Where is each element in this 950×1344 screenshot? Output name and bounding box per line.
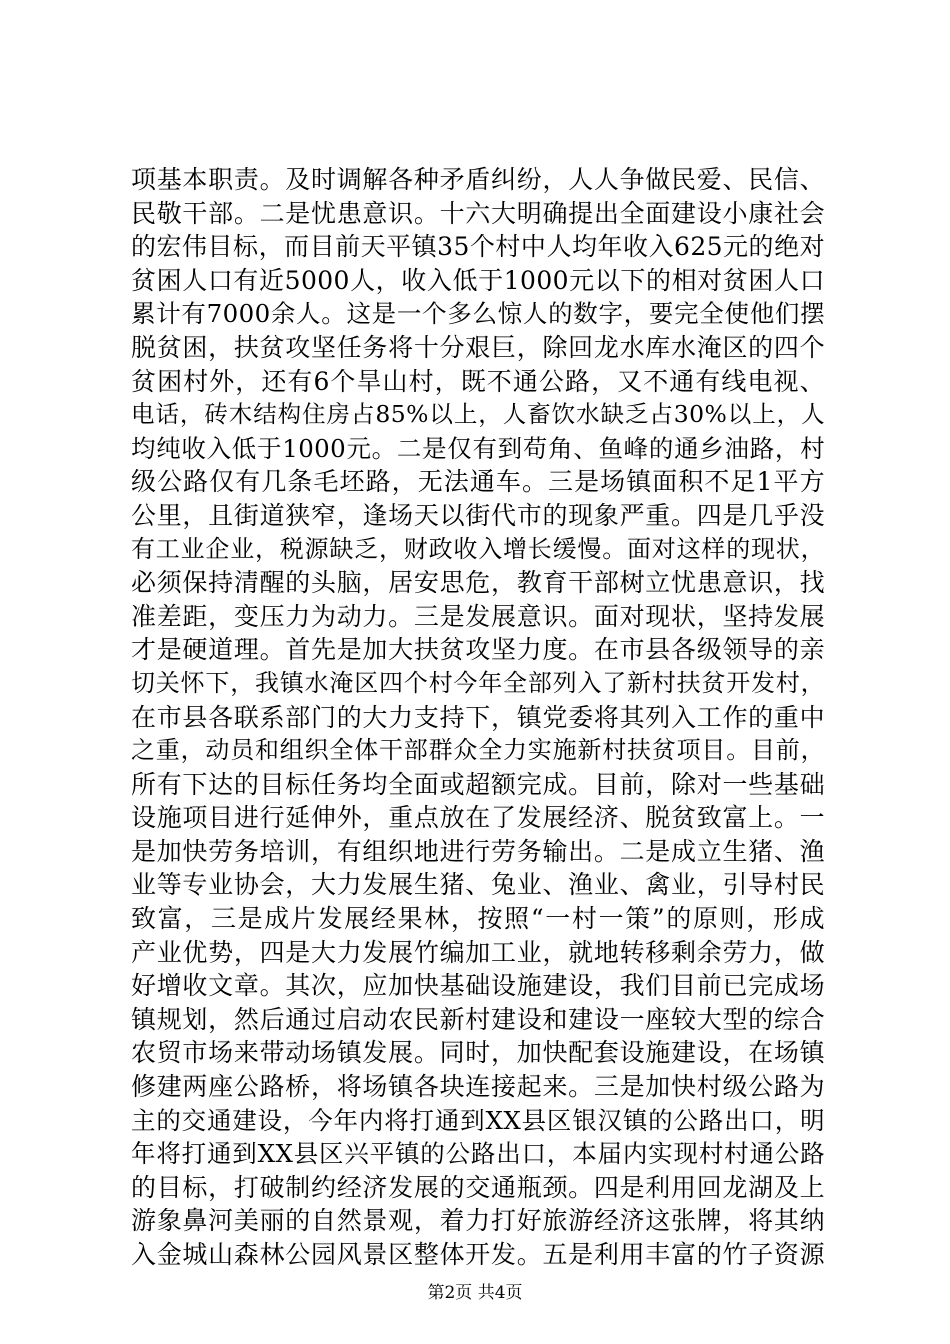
text-line: 切关怀下，我镇水淹区四个村今年全部列入了新村扶贫开发村， (131, 668, 825, 697)
text-line: 贫困村外，还有6个旱山村，既不通公路，又不通有线电视、 (131, 366, 825, 396)
text-line: 公里，且街道狭窄，逢场天以街代市的现象严重。四是几乎没 (131, 500, 825, 530)
text-line: 均纯收入低于1000元。二是仅有到苟角、鱼峰的通乡油路，村 (131, 433, 825, 463)
text-line: 游象鼻河美丽的自然景观，着力打好旅游经济这张牌，将其纳 (131, 1206, 825, 1236)
text-line: 才是硬道理。首先是加大扶贫攻坚力度。在市县各级领导的亲 (131, 635, 825, 665)
text-line: 所有下达的目标任务均全面或超额完成。目前，除对一些基础 (131, 769, 825, 799)
text-line: 是加快劳务培训，有组织地进行劳务输出。二是成立生猪、渔 (131, 836, 825, 866)
page-footer (0, 1278, 950, 1303)
text-line: 准差距，变压力为动力。三是发展意识。面对现状，坚持发展 (131, 601, 825, 631)
text-line: 农贸市场来带动场镇发展。同时，加快配套设施建设，在场镇 (131, 1038, 825, 1068)
text-line: 产业优势，四是大力发展竹编加工业，就地转移剩余劳力，做 (131, 937, 825, 967)
text-line: 致富，三是成片发展经果林，按照“一村一策”的原则，形成 (131, 904, 825, 934)
text-line: 民敬干部。二是忧患意识。十六大明确提出全面建设小康社会 (131, 198, 825, 228)
text-line: 年将打通到XX县区兴平镇的公路出口，本届内实现村村通公路 (131, 1139, 825, 1169)
text-line: 主的交通建设，今年内将打通到XX县区银汉镇的公路出口，明 (131, 1105, 825, 1135)
body-paragraph (131, 163, 825, 1272)
text-line: 电话，砖木结构住房占85%以上，人畜饮水缺乏占30%以上，人 (131, 400, 825, 429)
page-number: 第2页 共4页 (427, 1283, 523, 1303)
text-line: 级公路仅有几条毛坯路，无法通车。三是场镇面积不足1平方 (131, 467, 825, 497)
text-line: 入金城山森林公园风景区整体开发。五是利用丰富的竹子资源 (131, 1240, 825, 1269)
text-line: 贫困人口有近5000人，收入低于1000元以下的相对贫困人口 (131, 265, 825, 295)
text-line: 业等专业协会，大力发展生猪、兔业、渔业、禽业，引导村民 (131, 870, 825, 900)
text-line: 设施项目进行延伸外，重点放在了发展经济、脱贫致富上。一 (131, 803, 825, 833)
text-line: 修建两座公路桥，将场镇各块连接起来。三是加快村级公路为 (131, 1072, 825, 1102)
text-line: 项基本职责。及时调解各种矛盾纠纷，人人争做民爱、民信、 (131, 165, 825, 194)
text-line: 之重，动员和组织全体干部群众全力实施新村扶贫项目。目前， (131, 736, 825, 765)
text-line: 的宏伟目标，而目前天平镇35个村中人均年收入625元的绝对 (131, 232, 825, 262)
text-line: 的目标，打破制约经济发展的交通瓶颈。四是利用回龙湖及上 (131, 1172, 825, 1202)
text-line: 必须保持清醒的头脑，居安思危，教育干部树立忧患意识，找 (131, 568, 825, 598)
text-line: 镇规划，然后通过启动农民新村建设和建设一座较大型的综合 (131, 1004, 825, 1034)
text-line: 好增收文章。其次，应加快基础设施建设，我们目前已完成场 (131, 971, 825, 1001)
text-line: 在市县各联系部门的大力支持下，镇党委将其列入工作的重中 (131, 702, 825, 732)
text-line: 累计有7000余人。这是一个多么惊人的数字，要完全使他们摆 (131, 299, 825, 329)
text-line: 有工业企业，税源缺乏，财政收入增长缓慢。面对这样的现状， (131, 534, 825, 563)
text-line: 脱贫困，扶贫攻坚任务将十分艰巨，除回龙水库水淹区的四个 (131, 332, 825, 362)
